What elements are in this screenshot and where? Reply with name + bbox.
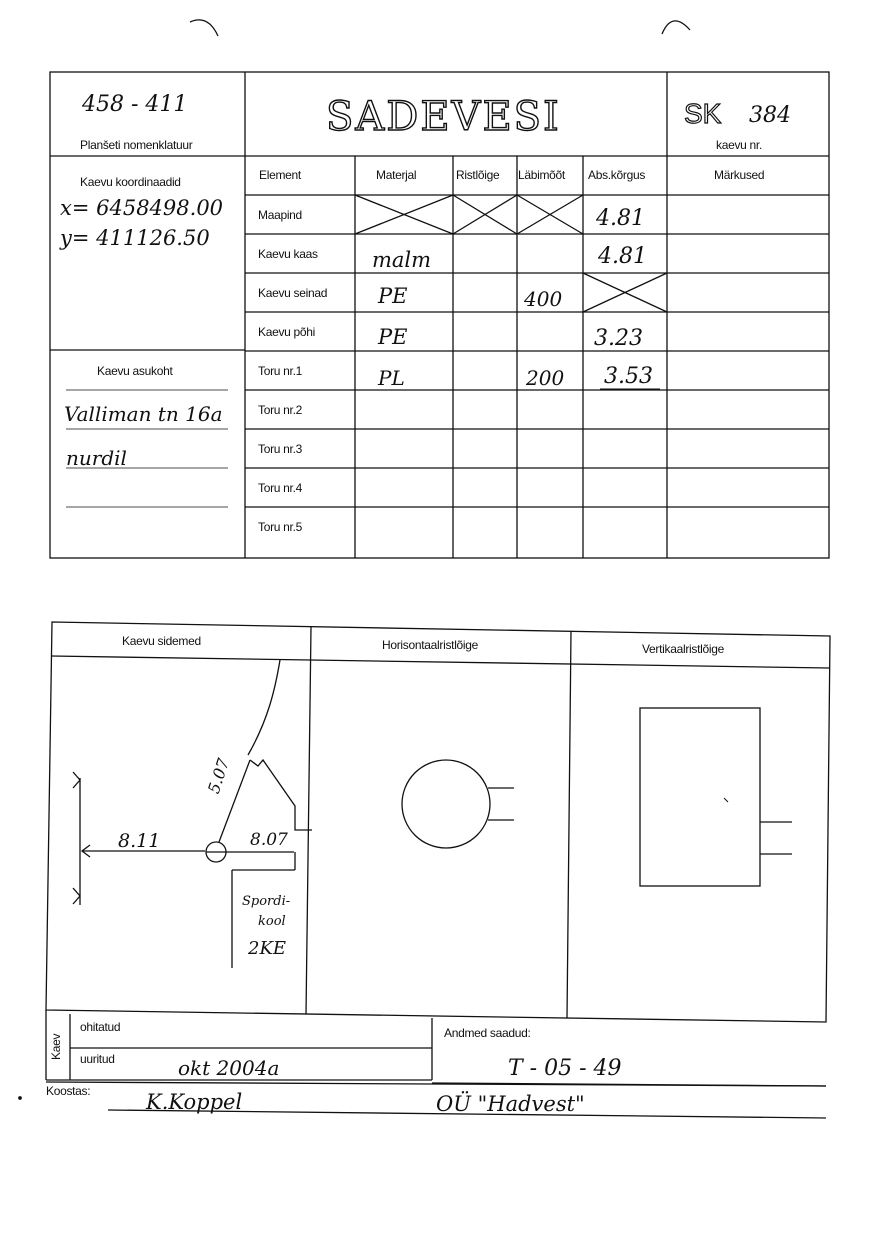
row-element-toru-2: Toru nr.2 xyxy=(258,403,302,417)
punch-hole-mark-left xyxy=(190,20,218,36)
well-number-label: kaevu nr. xyxy=(716,138,762,152)
sketch-note-line-2: kool xyxy=(258,914,286,929)
sketch-col-connections: Kaevu sidemed xyxy=(122,634,201,648)
row-element-maapind: Maapind xyxy=(258,208,302,222)
header-ristloige: Ristlõige xyxy=(456,168,500,182)
footer-author-label: Koostas: xyxy=(46,1084,91,1098)
footer-data-value: T - 05 - 49 xyxy=(508,1056,622,1081)
seinad-cross-mark xyxy=(583,273,667,312)
abs-kaevu-pohi: 3.23 xyxy=(594,326,643,351)
row-element-kaevu-pohi: Kaevu põhi xyxy=(258,325,316,339)
materjal-kaevu-pohi: PE xyxy=(378,325,408,349)
abs-kaevu-kaas: 4.81 xyxy=(598,244,647,269)
header-markused: Märkused xyxy=(714,168,765,182)
sketch-note-line-1: Spordi- xyxy=(242,894,291,909)
row-element-kaevu-kaas: Kaevu kaas xyxy=(258,247,318,261)
row-element-toru-1: Toru nr.1 xyxy=(258,364,302,378)
dimension-left: 8.11 xyxy=(118,830,161,852)
materjal-kaevu-seinad: PE xyxy=(378,284,408,308)
vertical-section-sketch xyxy=(640,708,792,886)
coordinate-y: y= 411126.50 xyxy=(60,226,210,250)
header-element: Element xyxy=(259,168,301,182)
footer-author-value: K.Koppel xyxy=(146,1090,243,1114)
punch-hole-mark-right xyxy=(662,21,690,34)
dimension-diagonal: 5.07 xyxy=(204,756,234,796)
header-abs-korgus: Abs.kõrgus xyxy=(588,168,646,182)
abs-maapind: 4.81 xyxy=(596,206,645,231)
labimoot-kaevu-seinad: 400 xyxy=(524,287,563,311)
well-number: 384 xyxy=(749,103,791,128)
maapind-cross-marks xyxy=(355,195,583,234)
coordinates-label: Kaevu koordinaadid xyxy=(80,175,181,189)
dimension-right: 8.07 xyxy=(250,830,288,850)
well-prefix: SK xyxy=(684,98,722,129)
footer-company-value: OÜ "Hadvest" xyxy=(436,1092,585,1116)
nomenclature-value: 458 - 411 xyxy=(82,92,188,117)
footer-data-label: Andmed saadud: xyxy=(444,1026,531,1040)
coordinate-x: x= 6458498.00 xyxy=(60,196,224,220)
footer-side-label: Kaev xyxy=(49,1033,63,1060)
footer-row2-value: okt 2004a xyxy=(178,1056,280,1080)
abs-toru-1: 3.53 xyxy=(604,364,653,389)
location-line-1: Valliman tn 16a xyxy=(64,402,223,426)
page-title: SADEVESI xyxy=(326,94,561,140)
location-label: Kaevu asukoht xyxy=(97,364,173,378)
footer-row1-label: ohitatud xyxy=(80,1020,121,1034)
sketch-table-border xyxy=(46,622,830,1022)
materjal-kaevu-kaas: malm xyxy=(372,248,432,272)
nomenclature-label: Planšeti nomenklatuur xyxy=(80,138,193,152)
row-element-kaevu-seinad: Kaevu seinad xyxy=(258,286,328,300)
header-labimoot: Läbimõõt xyxy=(518,168,565,182)
location-line-2: nurdil xyxy=(66,446,127,470)
row-element-toru-5: Toru nr.5 xyxy=(258,520,302,534)
horizontal-section-sketch xyxy=(402,760,514,848)
header-materjal: Materjal xyxy=(376,168,417,182)
materjal-toru-1: PL xyxy=(378,366,405,390)
row-element-toru-3: Toru nr.3 xyxy=(258,442,302,456)
row-element-toru-4: Toru nr.4 xyxy=(258,481,302,495)
sketch-col-vertical: Vertikaalristlõige xyxy=(642,642,724,656)
sketch-col-horizontal: Horisontaalristlõige xyxy=(382,638,479,652)
labimoot-toru-1: 200 xyxy=(526,366,565,390)
footer-row2-label: uuritud xyxy=(80,1052,115,1066)
sketch-note-line-3: 2KE xyxy=(248,938,287,959)
